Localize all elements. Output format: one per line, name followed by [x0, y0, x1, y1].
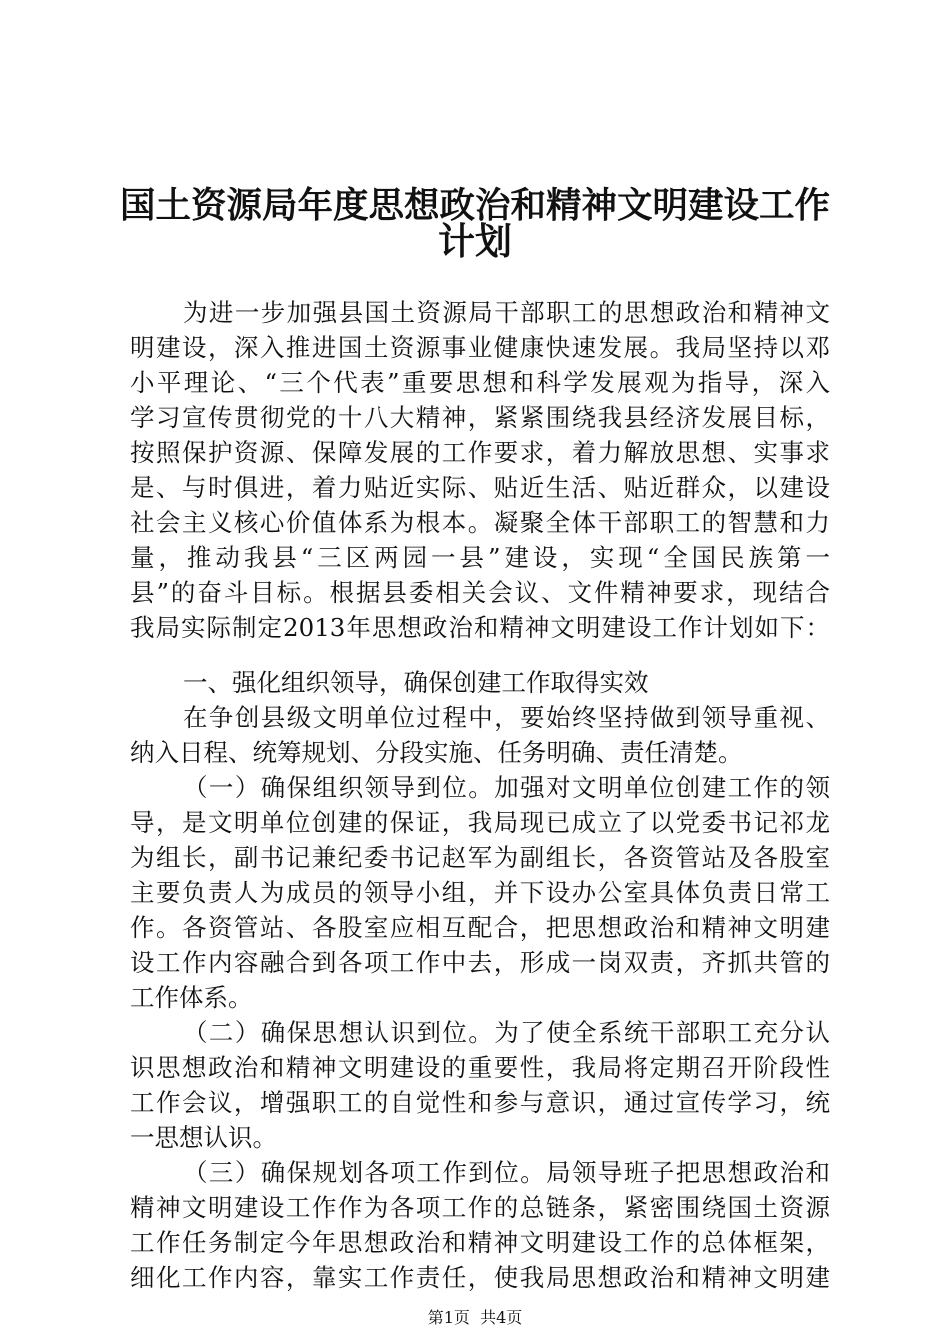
body-line: 作。各资管站、各股室应相互配合，把思想政治和精神文明建	[130, 913, 830, 942]
body-line: 纳入日程、统筹规划、分段实施、任务明确、责任清楚。	[130, 738, 743, 767]
body-line: 明建设，深入推进国土资源事业健康快速发展。我局坚持以邓	[130, 333, 830, 362]
body-line: 为组长，副书记兼纪委书记赵军为副组长，各资管站及各股室	[130, 843, 830, 872]
section-heading: 一、强化组织领导，确保创建工作取得实效	[183, 668, 649, 697]
document-title-line-2: 计划	[438, 220, 512, 263]
body-line: 细化工作内容，靠实工作责任，使我局思想政治和精神文明建	[130, 1263, 830, 1292]
body-line: 在争创县级文明单位过程中，要始终坚持做到领导重视、	[183, 703, 830, 732]
body-line: （一）确保组织领导到位。加强对文明单位创建工作的领	[183, 773, 830, 802]
document-title-line-1: 国土资源局年度思想政治和精神文明建设工作	[120, 185, 831, 226]
body-line: 一思想认识。	[130, 1123, 277, 1152]
body-line: 学习宣传贯彻党的十八大精神，紧紧围绕我县经济发展目标，	[130, 403, 830, 432]
body-line: 小平理论、“三个代表”重要思想和科学发展观为指导，深入	[130, 368, 830, 397]
body-line: 县”的奋斗目标。根据县委相关会议、文件精神要求，现结合	[130, 578, 830, 607]
body-line: 为进一步加强县国土资源局干部职工的思想政治和精神文	[183, 298, 830, 327]
page-number-footer: 第1页 共4页	[427, 1308, 523, 1327]
body-line: 主要负责人为成员的领导小组，并下设办公室具体负责日常工	[130, 878, 830, 907]
body-line: 工作任务制定今年思想政治和精神文明建设工作的总体框架，	[130, 1228, 830, 1257]
body-line: 量，推动我县“三区两园一县”建设，实现“全国民族第一	[130, 543, 830, 572]
body-line: （二）确保思想认识到位。为了使全系统干部职工充分认	[183, 1018, 830, 1047]
body-line: （三）确保规划各项工作到位。局领导班子把思想政治和	[183, 1158, 830, 1187]
body-line: 我局实际制定2013年思想政治和精神文明建设工作计划如下：	[130, 613, 830, 642]
body-line: 按照保护资源、保障发展的工作要求，着力解放思想、实事求	[130, 438, 830, 467]
body-line: 社会主义核心价值体系为根本。凝聚全体干部职工的智慧和力	[130, 508, 830, 537]
body-line: 工作体系。	[130, 983, 253, 1012]
body-line: 导，是文明单位创建的保证，我局现已成立了以党委书记祁龙	[130, 808, 830, 837]
body-line: 精神文明建设工作作为各项工作的总链条，紧密围绕国土资源	[130, 1193, 830, 1222]
body-line: 是、与时俱进，着力贴近实际、贴近生活、贴近群众，以建设	[130, 473, 830, 502]
body-line: 工作会议，增强职工的自觉性和参与意识，通过宣传学习，统	[130, 1088, 830, 1117]
body-line: 设工作内容融合到各项工作中去，形成一岗双责，齐抓共管的	[130, 948, 830, 977]
body-line: 识思想政治和精神文明建设的重要性，我局将定期召开阶段性	[130, 1053, 830, 1082]
